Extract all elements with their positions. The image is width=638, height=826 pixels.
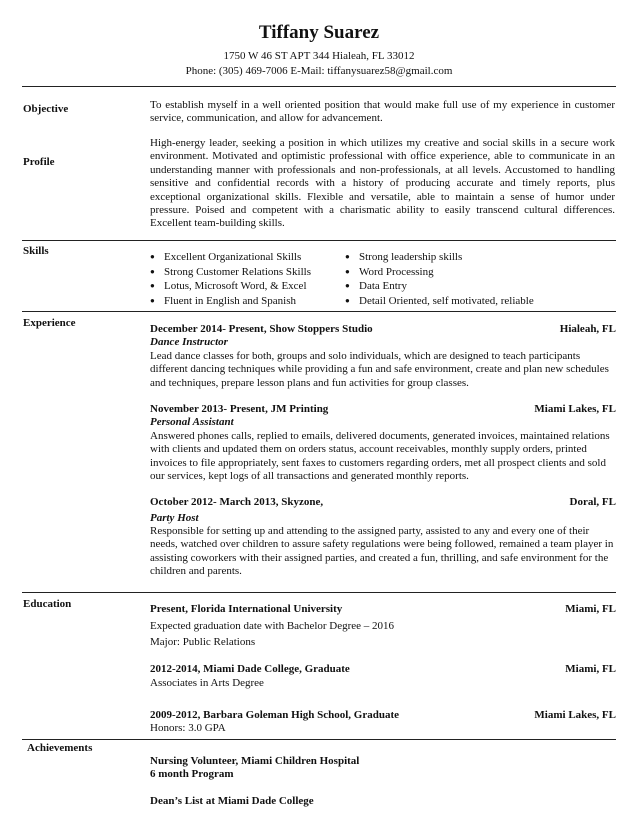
education-line: Honors: 3.0 GPA xyxy=(150,722,226,734)
job-location: Hialeah, FL xyxy=(559,323,616,335)
education-location: Miami, FL xyxy=(565,603,616,615)
job-role: Party Host xyxy=(150,512,199,524)
skill-item: ● Word Processing xyxy=(345,265,434,278)
objective-label: Objective xyxy=(23,103,69,115)
skill-item: ● Excellent Organizational Skills xyxy=(150,251,302,263)
education-location: Miami Lakes, FL xyxy=(534,709,616,721)
skill-item: ● Strong Customer Relations Skills xyxy=(150,265,311,278)
skills-list-right xyxy=(345,250,615,308)
skills-divider xyxy=(22,240,616,241)
bullet-icon: ● xyxy=(150,266,155,276)
education-divider xyxy=(22,592,616,593)
skill-item: ● Strong leadership skills xyxy=(345,251,463,263)
bullet-icon: ● xyxy=(150,295,155,305)
header-divider xyxy=(22,86,616,87)
job-location: Doral, FL xyxy=(569,496,616,508)
education-title: 2012-2014, Miami Dade College, Graduate xyxy=(150,663,350,675)
job-title: October 2012- March 2013, Skyzone, xyxy=(150,496,324,508)
education-line: Expected graduation date with Bachelor Degree – 2016 xyxy=(150,620,395,632)
job-description: Responsible for setting up and attending to the assigned party, assisted to any and every one of their needs, watched over children to assure safety regulations were being followed, remained a team player in assisting coworkers with their assigned parties, and created a fun, thrilling, and safe environment for the children and parents. xyxy=(150,525,614,578)
education-title: Present, Florida International University xyxy=(150,603,343,615)
education-label: Education xyxy=(23,598,72,610)
achievement-item: Dean’s List at Miami Dade College xyxy=(150,795,314,807)
skill-item: ● Fluent in English and Spanish xyxy=(150,294,296,307)
experience-label: Experience xyxy=(23,317,76,329)
achievements-label: Achievements xyxy=(27,742,93,754)
bullet-icon: ● xyxy=(345,281,350,290)
job-header xyxy=(150,403,616,415)
education-location: Miami, FL xyxy=(565,663,616,675)
skill-item: ● Data Entry xyxy=(345,280,407,292)
achievements-divider xyxy=(22,739,616,740)
bullet-icon: ● xyxy=(150,281,155,290)
experience-divider xyxy=(22,311,616,312)
job-title: November 2013- Present, JM Printing xyxy=(150,403,329,415)
education-header xyxy=(150,603,616,615)
education-line: Major: Public Relations xyxy=(150,636,256,648)
job-role: Dance Instructor xyxy=(150,336,228,348)
education-header xyxy=(150,663,616,675)
job-title: December 2014- Present, Show Stoppers Studio xyxy=(150,323,373,335)
job-header xyxy=(150,496,616,508)
achievement-item: Nursing Volunteer, Miami Children Hospital xyxy=(150,755,360,767)
job-description: Lead dance classes for both, groups and solo individuals, which are designed to teach participants different dancing techniques while providing a fun and safe environment, create and plan new schedules and techniques, prepare lesson plans and fun activities for group classes. xyxy=(150,350,609,389)
education-title: 2009-2012, Barbara Goleman High School, Graduate xyxy=(150,709,400,721)
bullet-icon: ● xyxy=(345,266,350,276)
skill-item: ● Detail Oriented, self motivated, reliable xyxy=(345,294,534,307)
job-role: Personal Assistant xyxy=(150,416,234,428)
profile-text: High-energy leader, seeking a position in which utilizes my creative and social skills in a secure work environment. Motivated and optimistic professional with office experience, able to communicate in an understanding manner with professionals and non-professionals, at all levels. Accustomed to handling sensitive and confidential records with a history of producing accurate and timely reports, plus exceptional organizational skills. Flexible and versatile, able to maintain a sense of humor under pressure. Poised and competent with a charismatic ability to easily transcend cultural differences. Excellent team-building skills. xyxy=(150,137,615,230)
profile-label: Profile xyxy=(23,156,55,168)
achievement-item: 6 month Program xyxy=(150,768,234,780)
candidate-address: 1750 W 46 ST APT 344 Hialeah, FL 33012 xyxy=(223,50,415,62)
candidate-contact: Phone: (305) 469-7006 E-Mail: tiffanysuarez58@gmail.com xyxy=(185,65,453,77)
bullet-icon: ● xyxy=(345,295,350,305)
objective-text: To establish myself in a well oriented position that would make full use of my experience in customer service, communication, and allow for advancement. xyxy=(150,99,615,125)
candidate-name: Tiffany Suarez xyxy=(258,22,380,43)
education-line: Associates in Arts Degree xyxy=(150,677,264,689)
job-location: Miami Lakes, FL xyxy=(534,403,616,415)
job-header xyxy=(150,323,616,335)
bullet-icon: ● xyxy=(150,252,155,261)
skill-item: ● Lotus, Microsoft Word, & Excel xyxy=(150,280,307,292)
education-header xyxy=(150,709,616,721)
job-description: Answered phones calls, replied to emails, delivered documents, generated invoices, maintained relations with clients and updated them on orders status, account receivables, monthly supply orders, printed invoices to file appropriately, sent faxes to customers regarding orders, met all prospect clients and sold our services, kept logs of all transactions and generated monthly reports. xyxy=(150,430,610,483)
skills-list-left xyxy=(150,250,350,308)
bullet-icon: ● xyxy=(345,252,350,261)
skills-label: Skills xyxy=(23,245,49,257)
